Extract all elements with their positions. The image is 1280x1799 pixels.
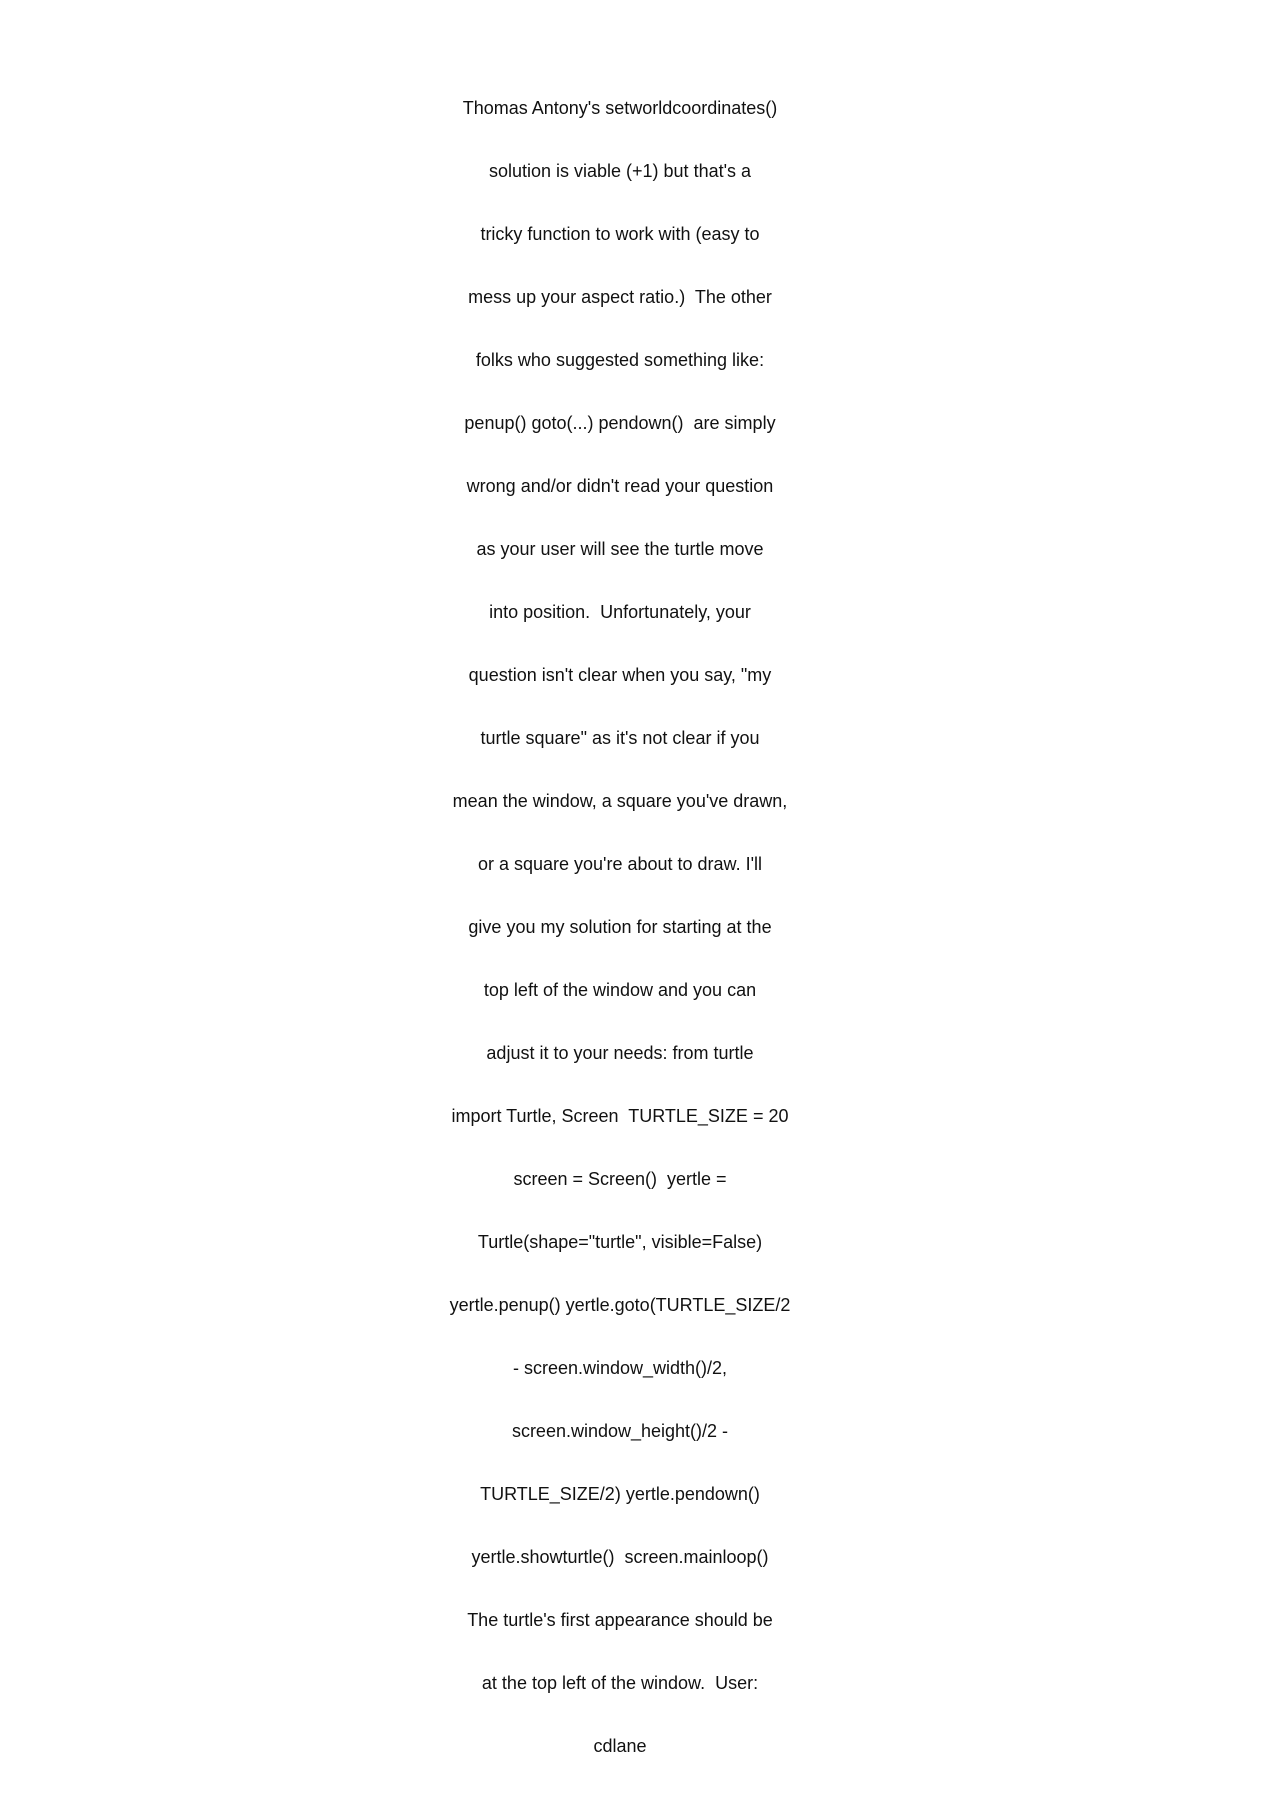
answer-line: import Turtle, Screen TURTLE_SIZE = 20 — [451, 1106, 789, 1126]
answer-line: turtle square" as it's not clear if you — [480, 728, 760, 748]
answer-line: yertle.showturtle() screen.mainloop() — [471, 1547, 769, 1567]
answer-line: folks who suggested something like: — [475, 350, 765, 370]
answer-author: cdlane — [593, 1736, 647, 1756]
answer-line: screen = Screen() yertle = — [513, 1169, 727, 1189]
answer-line: screen.window_height()/2 - — [511, 1421, 729, 1441]
answer-line: as your user will see the turtle move — [476, 539, 764, 559]
answer-text — [445, 56, 795, 1799]
answer-line: question isn't clear when you say, "my — [468, 665, 772, 685]
answer-line: yertle.penup() yertle.goto(TURTLE_SIZE/2 — [449, 1295, 791, 1315]
answer-line: Thomas Antony's setworldcoordinates() — [462, 98, 778, 118]
answer-line: - screen.window_width()/2, — [512, 1358, 728, 1378]
answer-line: give you my solution for starting at the — [468, 917, 772, 937]
answer-line: mean the window, a square you've drawn, — [452, 791, 788, 811]
answer-line: at the top left of the window. User: — [481, 1673, 759, 1693]
answer-line: solution is viable (+1) but that's a — [488, 161, 752, 181]
answer-line: into position. Unfortunately, your — [489, 602, 751, 622]
answer-line: tricky function to work with (easy to — [480, 224, 760, 244]
answer-line: Turtle(shape="turtle", visible=False) — [477, 1232, 763, 1252]
answer-line: or a square you're about to draw. I'll — [477, 854, 763, 874]
answer-line: penup() goto(...) pendown() are simply — [464, 413, 776, 433]
answer-line: TURTLE_SIZE/2) yertle.pendown() — [480, 1484, 760, 1504]
answer-line: The turtle's first appearance should be — [467, 1610, 773, 1630]
answer-line: wrong and/or didn't read your question — [466, 476, 774, 496]
answer-line: top left of the window and you can — [483, 980, 757, 1000]
answer-line: mess up your aspect ratio.) The other — [468, 287, 772, 307]
answer-line: adjust it to your needs: from turtle — [486, 1043, 754, 1063]
